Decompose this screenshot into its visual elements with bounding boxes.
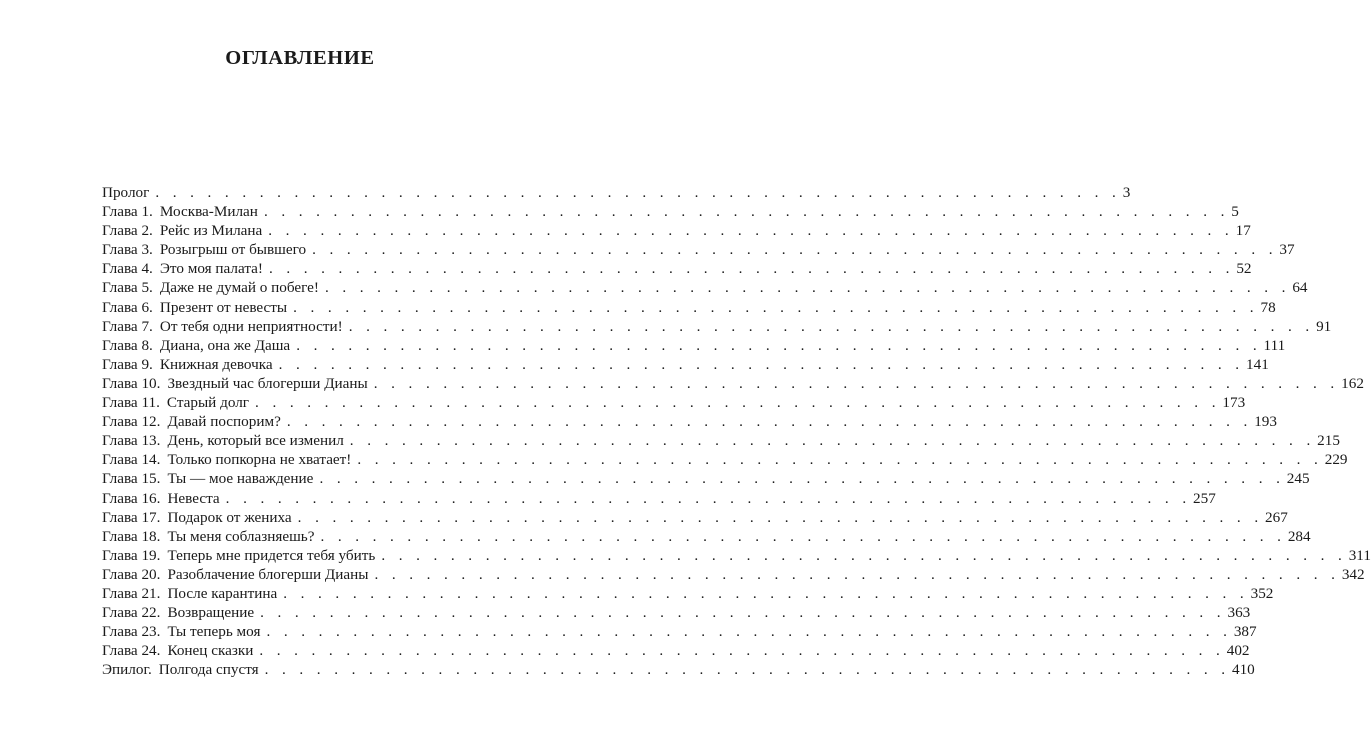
toc-entry [102, 259, 1252, 278]
toc-chapter-title: Давай поспорим? [167, 413, 281, 431]
toc-page-number: 5 [1231, 203, 1239, 221]
toc-dot-leader: . . . . . . . . . . . . . . . . . . . . . . . . . . . . . . . . . . . . . . . . . . . . . . . . . . . . . . . . [283, 584, 1249, 602]
toc-page-number: 64 [1292, 279, 1308, 297]
toc-chapter-title: Ты меня соблазняешь? [167, 527, 315, 545]
table-of-contents [102, 183, 1371, 679]
toc-chapter-title: Даже не думай о побеге! [159, 279, 319, 297]
toc-page-number: 245 [1286, 470, 1310, 488]
toc-page-number: 17 [1235, 222, 1251, 240]
toc-chapter-title: После карантина [167, 584, 278, 602]
toc-page-number: 311 [1348, 546, 1371, 564]
toc-dot-leader: . . . . . . . . . . . . . . . . . . . . . . . . . . . . . . . . . . . . . . . . . . . . . . . . . . . . . . . . [266, 623, 1232, 641]
toc-entry [102, 546, 1371, 565]
toc-chapter-label: Глава 3. [102, 241, 153, 259]
toc-chapter-label: Пролог [102, 184, 150, 201]
toc-entry [102, 317, 1332, 336]
toc-dot-leader: . . . . . . . . . . . . . . . . . . . . . . . . . . . . . . . . . . . . . . . . . . . . . . . . . . . . . . . . [278, 355, 1245, 373]
toc-chapter-title: Возвращение [167, 604, 255, 622]
toc-page-number: 173 [1222, 394, 1246, 412]
toc-entry [102, 450, 1348, 469]
toc-dot-leader: . . . . . . . . . . . . . . . . . . . . . . . . . . . . . . . . . . . . . . . . . . . . . . . . . . . . . . . . [374, 565, 1340, 583]
toc-page-number: 229 [1324, 451, 1348, 469]
toc-entry [102, 489, 1216, 508]
toc-chapter-title: Только попкорна не хватает! [167, 451, 352, 469]
toc-entry [102, 202, 1239, 221]
toc-page-number: 410 [1231, 661, 1255, 679]
toc-page-number: 257 [1193, 489, 1216, 507]
toc-page-number: 37 [1279, 241, 1295, 259]
toc-dot-leader: . . . . . . . . . . . . . . . . . . . . . . . . . . . . . . . . . . . . . . . . . . . . . . . . . . . . . . . . [373, 374, 1340, 392]
toc-chapter-label: Глава 8. [102, 336, 153, 354]
toc-page-number: 3 [1122, 184, 1131, 201]
toc-dot-leader: . . . . . . . . . . . . . . . . . . . . . . . . . . . . . . . . . . . . . . . . . . . . . . . . . . . . . . . . [319, 470, 1285, 488]
toc-entry [102, 565, 1365, 584]
toc-chapter-title: Конец сказки [167, 642, 254, 660]
toc-entry [102, 278, 1308, 297]
toc-dot-leader: . . . . . . . . . . . . . . . . . . . . . . . . . . . . . . . . . . . . . . . . . . . . . . . . . . . . . . . . [263, 203, 1230, 221]
toc-entry [102, 660, 1255, 679]
toc-entry [102, 641, 1250, 660]
toc-chapter-label: Глава 1. [102, 203, 153, 221]
toc-dot-leader: . . . . . . . . . . . . . . . . . . . . . . . . . . . . . . . . . . . . . . . . . . . . . . . . . . . . . . . . [268, 222, 1234, 240]
toc-chapter-label: Глава 22. [102, 604, 161, 622]
toc-chapter-label: Глава 7. [102, 317, 153, 335]
toc-chapter-label: Глава 9. [102, 355, 153, 373]
toc-chapter-label: Глава 21. [102, 584, 161, 602]
toc-page-number: 267 [1265, 508, 1288, 526]
toc-dot-leader: . . . . . . . . . . . . . . . . . . . . . . . . . . . . . . . . . . . . . . . . . . . . . . . . . . . . . . . . [312, 241, 1278, 259]
toc-page-number: 342 [1341, 565, 1365, 583]
toc-chapter-title: Диана, она же Даша [159, 336, 291, 354]
toc-chapter-title: Это моя палата! [159, 260, 263, 278]
toc-dot-leader: . . . . . . . . . . . . . . . . . . . . . . . . . . . . . . . . . . . . . . . . . . . . . . . . . . . . . . . . [155, 184, 1121, 201]
toc-page-number: 284 [1287, 527, 1311, 545]
toc-dot-leader: . . . . . . . . . . . . . . . . . . . . . . . . . . . . . . . . . . . . . . . . . . . . . . . . . . . . . . . . [296, 336, 1262, 354]
toc-chapter-title: Подарок от жениха [167, 508, 292, 526]
toc-chapter-title: Старый долг [166, 394, 250, 412]
toc-chapter-label: Глава 18. [102, 527, 161, 545]
page-title: ОГЛАВЛЕНИЕ [225, 47, 375, 69]
toc-chapter-title: День, который все изменил [167, 432, 344, 450]
toc-chapter-title: Ты теперь моя [167, 623, 261, 641]
toc-entry [102, 221, 1251, 240]
toc-chapter-title: Невеста [167, 489, 220, 507]
toc-chapter-label: Глава 13. [102, 432, 161, 450]
toc-dot-leader: . . . . . . . . . . . . . . . . . . . . . . . . . . . . . . . . . . . . . . . . . . . . . . . . . . . . . . . . [259, 642, 1225, 660]
toc-entry [102, 527, 1311, 546]
toc-page-number: 402 [1226, 642, 1250, 660]
toc-chapter-title: Теперь мне придется тебя убить [167, 546, 376, 564]
toc-chapter-title: Полгода спустя [158, 661, 259, 679]
toc-chapter-label: Глава 14. [102, 451, 161, 469]
toc-chapter-label: Глава 20. [102, 565, 161, 583]
toc-chapter-title: Звездный час блогерши Дианы [167, 374, 368, 392]
toc-chapter-label: Глава 4. [102, 260, 153, 278]
toc-page-number: 352 [1250, 584, 1274, 602]
toc-dot-leader: . . . . . . . . . . . . . . . . . . . . . . . . . . . . . . . . . . . . . . . . . . . . . . . . . . . . . . . . [264, 661, 1230, 679]
toc-dot-leader: . . . . . . . . . . . . . . . . . . . . . . . . . . . . . . . . . . . . . . . . . . . . . . . . . . . . . . . . [260, 604, 1226, 622]
toc-chapter-label: Глава 16. [102, 489, 161, 507]
toc-page-number: 363 [1227, 604, 1251, 622]
toc-dot-leader: . . . . . . . . . . . . . . . . . . . . . . . . . . . . . . . . . . . . . . . . . . . . . . . . . . . . . . . . [348, 317, 1315, 335]
toc-chapter-label: Глава 19. [102, 546, 161, 564]
toc-chapter-title: Книжная девочка [159, 355, 273, 373]
toc-chapter-title: Разоблачение блогерши Дианы [167, 565, 369, 583]
toc-page-number: 193 [1254, 413, 1277, 431]
toc-dot-leader: . . . . . . . . . . . . . . . . . . . . . . . . . . . . . . . . . . . . . . . . . . . . . . . . . . . . . . . . [225, 489, 1192, 507]
toc-chapter-label: Глава 11. [102, 394, 160, 412]
toc-entry [102, 393, 1246, 412]
toc-dot-leader: . . . . . . . . . . . . . . . . . . . . . . . . . . . . . . . . . . . . . . . . . . . . . . . . . . . . . . . . [324, 279, 1291, 297]
toc-chapter-title: Розыгрыш от бывшего [159, 241, 307, 259]
toc-chapter-title: Ты — мое наваждение [167, 470, 314, 488]
toc-entry [102, 469, 1310, 488]
toc-entry [102, 355, 1269, 374]
toc-entry [102, 298, 1276, 317]
toc-entry [102, 508, 1288, 527]
toc-dot-leader: . . . . . . . . . . . . . . . . . . . . . . . . . . . . . . . . . . . . . . . . . . . . . . . . . . . . . . . . [268, 260, 1235, 278]
toc-entry [102, 240, 1295, 259]
toc-page-number: 91 [1316, 317, 1332, 335]
toc-entry [102, 603, 1251, 622]
toc-dot-leader: . . . . . . . . . . . . . . . . . . . . . . . . . . . . . . . . . . . . . . . . . . . . . . . . . . . . . . . . [357, 451, 1323, 469]
toc-dot-leader: . . . . . . . . . . . . . . . . . . . . . . . . . . . . . . . . . . . . . . . . . . . . . . . . . . . . . . . . [286, 413, 1253, 431]
toc-entry [102, 431, 1340, 450]
toc-page-number: 387 [1233, 623, 1257, 641]
toc-chapter-title: Презент от невесты [159, 298, 288, 316]
toc-chapter-label: Глава 2. [102, 222, 153, 240]
toc-entry [102, 374, 1364, 393]
toc-page-number: 141 [1246, 355, 1269, 373]
toc-chapter-label: Эпилог. [102, 661, 152, 679]
toc-page-number: 162 [1341, 374, 1364, 392]
toc-entry [102, 183, 1131, 202]
toc-entry [102, 336, 1286, 355]
toc-dot-leader: . . . . . . . . . . . . . . . . . . . . . . . . . . . . . . . . . . . . . . . . . . . . . . . . . . . . . . . . [293, 298, 1259, 316]
toc-entry [102, 622, 1257, 641]
toc-chapter-label: Глава 5. [102, 279, 153, 297]
toc-chapter-label: Глава 15. [102, 470, 161, 488]
toc-chapter-label: Глава 10. [102, 374, 161, 392]
toc-chapter-title: Рейс из Милана [159, 222, 263, 240]
toc-dot-leader: . . . . . . . . . . . . . . . . . . . . . . . . . . . . . . . . . . . . . . . . . . . . . . . . . . . . . . . . [381, 546, 1347, 564]
toc-dot-leader: . . . . . . . . . . . . . . . . . . . . . . . . . . . . . . . . . . . . . . . . . . . . . . . . . . . . . . . . [297, 508, 1264, 526]
toc-chapter-title: От тебя одни неприятности! [159, 317, 343, 335]
toc-chapter-label: Глава 12. [102, 413, 161, 431]
toc-dot-leader: . . . . . . . . . . . . . . . . . . . . . . . . . . . . . . . . . . . . . . . . . . . . . . . . . . . . . . . . [320, 527, 1286, 545]
toc-page-number: 78 [1260, 298, 1276, 316]
toc-entry [102, 584, 1274, 603]
toc-chapter-label: Глава 6. [102, 298, 153, 316]
toc-chapter-label: Глава 23. [102, 623, 161, 641]
toc-dot-leader: . . . . . . . . . . . . . . . . . . . . . . . . . . . . . . . . . . . . . . . . . . . . . . . . . . . . . . . . [255, 394, 1221, 412]
toc-chapter-title: Москва-Милан [159, 203, 258, 221]
toc-page-number: 52 [1236, 260, 1252, 278]
toc-chapter-label: Глава 24. [102, 642, 161, 660]
toc-entry [102, 412, 1277, 431]
toc-page-number: 215 [1317, 432, 1340, 450]
toc-page-number: 111 [1263, 336, 1286, 354]
toc-dot-leader: . . . . . . . . . . . . . . . . . . . . . . . . . . . . . . . . . . . . . . . . . . . . . . . . . . . . . . . . [349, 432, 1316, 450]
toc-chapter-label: Глава 17. [102, 508, 161, 526]
